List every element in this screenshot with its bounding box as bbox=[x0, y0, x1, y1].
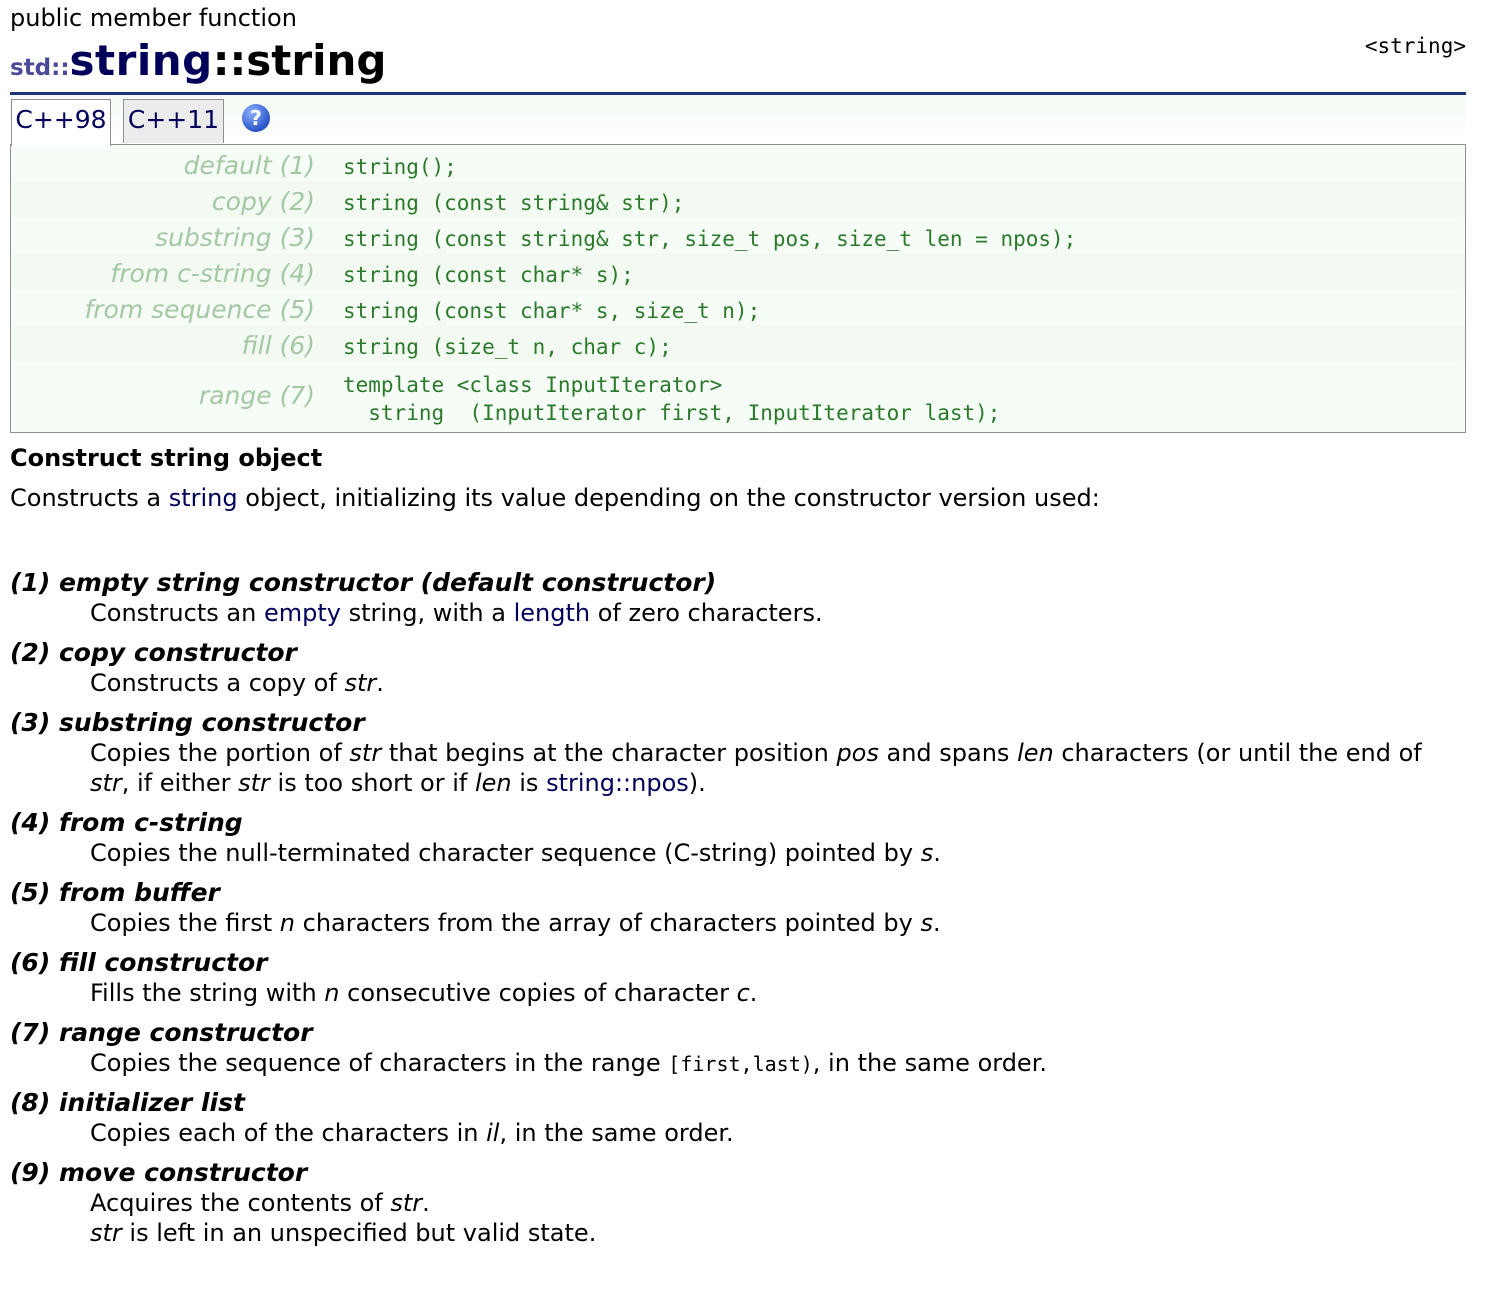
signature-row bbox=[11, 253, 1465, 290]
section-title: Construct string object bbox=[10, 444, 323, 472]
desc-text: Copies each of the characters in bbox=[90, 1119, 487, 1147]
param-name: str bbox=[349, 739, 382, 767]
string-link[interactable]: string bbox=[168, 484, 238, 512]
item-description bbox=[90, 1118, 1466, 1148]
param-name: len bbox=[1017, 739, 1054, 767]
param-name: str bbox=[90, 769, 122, 797]
item-description bbox=[90, 668, 1466, 698]
param-name: s bbox=[920, 839, 934, 867]
signature-row bbox=[11, 217, 1465, 254]
param-name: n bbox=[279, 909, 296, 937]
param-name: n bbox=[324, 979, 340, 1007]
signature-row bbox=[11, 145, 1465, 182]
desc-text: Copies the portion of bbox=[90, 739, 350, 767]
desc-text: of zero characters. bbox=[590, 599, 823, 627]
signature-label: default (1) bbox=[183, 151, 315, 180]
item-description bbox=[90, 908, 1466, 938]
signature-table bbox=[10, 144, 1466, 433]
param-name: str bbox=[90, 1219, 122, 1247]
param-name: str bbox=[344, 669, 377, 697]
tab-cpp11[interactable]: C++11 bbox=[123, 99, 224, 143]
param-name: s bbox=[920, 909, 933, 937]
signature-code: string (const char* s); bbox=[343, 263, 634, 287]
desc-text: is bbox=[511, 769, 547, 797]
desc-text: , in the same order. bbox=[499, 1119, 734, 1147]
item-title: (9) move constructor bbox=[10, 1158, 308, 1187]
standard-tabs bbox=[10, 95, 1466, 145]
signature-row bbox=[11, 181, 1465, 218]
desc-text: . bbox=[933, 839, 941, 867]
item-description bbox=[90, 1048, 1466, 1079]
item-description bbox=[90, 978, 1466, 1008]
desc-text: . bbox=[376, 669, 384, 697]
signature-label: from c-string (4) bbox=[110, 259, 315, 288]
empty-link[interactable]: empty bbox=[263, 599, 341, 627]
signature-label: from sequence (5) bbox=[84, 295, 315, 324]
item-title: (4) from c-string bbox=[10, 808, 243, 837]
range-code: [first,last) bbox=[668, 1052, 813, 1076]
member-kind: public member function bbox=[10, 4, 297, 32]
signature-row bbox=[11, 289, 1465, 326]
param-name: len bbox=[474, 769, 512, 797]
item-description bbox=[90, 1188, 1466, 1248]
desc-text: , in the same order. bbox=[812, 1049, 1047, 1077]
desc-text: is too short or if bbox=[269, 769, 475, 797]
length-link[interactable]: length bbox=[513, 599, 591, 627]
signature-code: string (size_t n, char c); bbox=[343, 335, 672, 359]
desc-text: Copies the null-terminated character sequence (C-string) pointed by bbox=[90, 839, 921, 867]
header-name: <string> bbox=[1364, 34, 1466, 58]
page-title bbox=[10, 36, 386, 85]
desc-text: Fills the string with bbox=[90, 979, 325, 1007]
desc-text: . bbox=[422, 1189, 430, 1217]
npos-link[interactable]: string::npos bbox=[546, 769, 689, 797]
class-name: string bbox=[69, 36, 213, 85]
desc-text: Constructs a copy of bbox=[90, 669, 345, 697]
signature-row bbox=[11, 325, 1465, 362]
desc-text: Copies the sequence of characters in the range bbox=[90, 1049, 669, 1077]
intro-text-part: object, initializing its value depending on the constructor version used: bbox=[237, 484, 1100, 512]
function-name: string bbox=[246, 36, 387, 85]
signature-label: copy (2) bbox=[211, 187, 315, 216]
desc-text: , if either bbox=[121, 769, 239, 797]
signature-row bbox=[11, 361, 1465, 432]
desc-text: . bbox=[933, 909, 941, 937]
param-name: il bbox=[486, 1119, 500, 1147]
signature-code: string(); bbox=[343, 155, 457, 179]
desc-text: is left in an unspecified but valid state. bbox=[121, 1219, 597, 1247]
item-description bbox=[90, 598, 1466, 628]
question-circle-icon[interactable]: ? bbox=[242, 104, 270, 132]
desc-text: Acquires the contents of bbox=[90, 1189, 391, 1217]
signature-label: range (7) bbox=[198, 381, 315, 410]
desc-text: consecutive copies of character bbox=[339, 979, 737, 1007]
item-title: (7) range constructor bbox=[10, 1018, 313, 1047]
item-title: (6) fill constructor bbox=[10, 948, 268, 977]
namespace-prefix: std:: bbox=[10, 55, 70, 81]
intro-text-part: Constructs a bbox=[10, 484, 169, 512]
item-title: (5) from buffer bbox=[10, 878, 220, 907]
item-title: (2) copy constructor bbox=[10, 638, 297, 667]
desc-text: and spans bbox=[878, 739, 1018, 767]
param-name: c bbox=[736, 979, 750, 1007]
desc-text: . bbox=[749, 979, 758, 1007]
desc-text: characters from the array of characters pointed by bbox=[295, 909, 921, 937]
signature-label: substring (3) bbox=[155, 223, 315, 252]
signature-code: string (const string& str, size_t pos, size_t len = npos); bbox=[343, 227, 1077, 251]
item-title: (8) initializer list bbox=[10, 1088, 245, 1117]
desc-text: ). bbox=[688, 769, 706, 797]
intro-text bbox=[10, 484, 1100, 512]
param-name: pos bbox=[836, 739, 879, 767]
item-title: (1) empty string constructor (default constructor) bbox=[10, 568, 717, 597]
desc-text: Constructs an bbox=[90, 599, 264, 627]
item-title: (3) substring constructor bbox=[10, 708, 365, 737]
signature-code: string (const string& str); bbox=[343, 191, 685, 215]
desc-text: that begins at the character position bbox=[381, 739, 837, 767]
item-description bbox=[90, 838, 1466, 868]
scope-separator: :: bbox=[212, 36, 247, 85]
desc-text: string, with a bbox=[340, 599, 514, 627]
param-name: str bbox=[390, 1189, 423, 1217]
signature-label: fill (6) bbox=[241, 331, 315, 360]
tab-cpp98[interactable]: C++98 bbox=[11, 99, 111, 146]
desc-text: Copies the first bbox=[90, 909, 280, 937]
param-name: str bbox=[238, 769, 270, 797]
desc-text: characters (or until the end of bbox=[1053, 739, 1422, 767]
signature-code: string (const char* s, size_t n); bbox=[343, 299, 761, 323]
item-description bbox=[90, 738, 1466, 798]
signature-code: template <class InputIterator> string (InputIterator first, InputIterator last); bbox=[343, 373, 1001, 425]
